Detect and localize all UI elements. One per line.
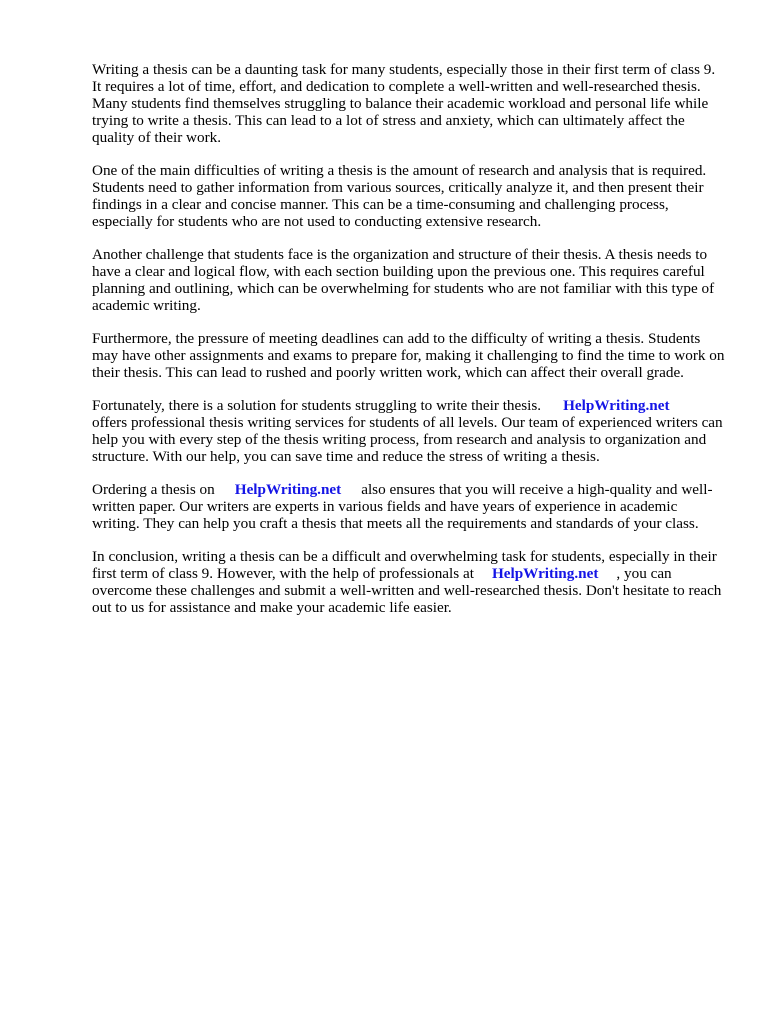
paragraph-deadlines: Furthermore, the pressure of meeting deadlines can add to the difficulty of writing a thesis. Students may have other assignments and exams to prepare for, making it challenging to find the time to work on their thesis. This can lead to rushed and poorly written work, which can affect their overall grade. [92, 330, 725, 381]
helpwriting-link-1[interactable]: HelpWriting.net [563, 397, 670, 414]
helpwriting-link-3[interactable]: HelpWriting.net [491, 565, 599, 582]
paragraph-solution-rest: offers professional thesis writing services for students of all levels. Our team of experienced writers can help you with every step of the thesis writing process, from research and analysis to organization and structure. With our help, you can save time and reduce the stress of writing a thesis. [92, 414, 723, 465]
paragraph-conclusion-rest: , you can overcome these challenges and submit a well-written and well-researched thesis. Don't hesitate to reach out to us for assistance and make your academic life easier. [92, 565, 722, 616]
paragraph-ordering-lead: Ordering a thesis on [92, 481, 215, 498]
paragraph-conclusion-lead: In conclusion, writing a thesis can be a difficult and overwhelming task for students, especially in their first term of class 9. However, with the help of professionals at [92, 548, 717, 582]
paragraph-structure: Another challenge that students face is the organization and structure of their thesis. A thesis needs to have a clear and logical flow, with each section building upon the previous one. This requires careful planning and outlining, which can be overwhelming for students who are not familiar with this type of academic writing. [92, 246, 715, 314]
paragraph-ordering-rest: also ensures that you will receive a high-quality and well-written paper. Our writers are experts in various fields and have years of experience in academic writing. They can help you craft a thesis that meets all the requirements and standards of your class. [92, 481, 713, 532]
paragraph-solution [92, 397, 728, 465]
paragraph-intro: Writing a thesis can be a daunting task for many students, especially those in their first term of class 9. It requires a lot of time, effort, and dedication to complete a well-written and well-researched thesis. Many students find themselves struggling to balance their academic workload and personal life while trying to write a thesis. This can lead to a lot of stress and anxiety, which can ultimately affect the quality of their work. [92, 61, 716, 146]
paragraph-ordering [92, 481, 728, 532]
helpwriting-link-2[interactable]: HelpWriting.net [234, 481, 342, 498]
paragraph-conclusion [92, 548, 728, 616]
paragraph-research: One of the main difficulties of writing a thesis is the amount of research and analysis that is required. Students need to gather information from various sources, critically analyze it, and then present their findings in a clear and concise manner. This can be a time-consuming and challenging process, especially for students who are not used to conducting extensive research. [92, 162, 707, 230]
paragraph-solution-lead: Fortunately, there is a solution for students struggling to write their thesis. [92, 397, 542, 414]
